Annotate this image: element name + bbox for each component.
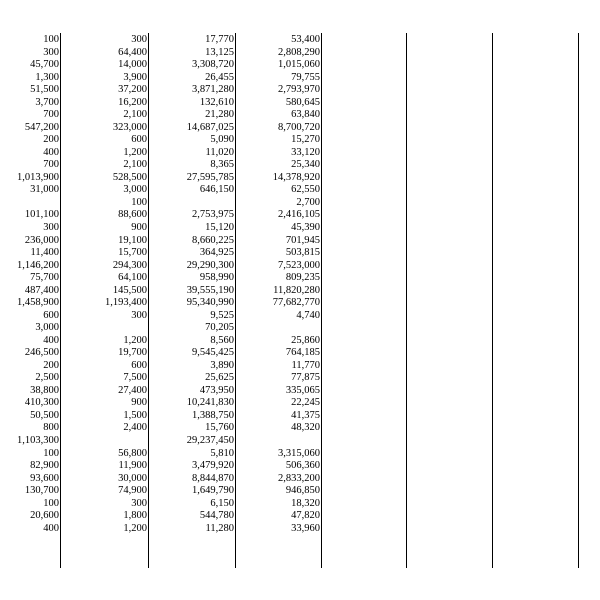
table-cell: 1,193,400 [105, 297, 147, 309]
table-cell: 11,820,280 [273, 284, 320, 296]
table-cell: 100 [131, 196, 147, 208]
table-cell: 487,400 [24, 284, 59, 296]
table-cell: 400 [43, 334, 59, 346]
table-row [0, 184, 320, 197]
table-cell: 20,600 [30, 510, 59, 522]
table-cell: 10,241,830 [186, 397, 234, 409]
table-cell: 33,120 [291, 146, 320, 158]
table-cell: 50,500 [30, 409, 59, 421]
table-cell: 2,400 [123, 422, 147, 434]
table-cell: 29,237,450 [186, 435, 234, 446]
table-cell: 26,455 [205, 71, 234, 83]
table-cell: 946,850 [285, 485, 320, 497]
table-cell: 5,090 [210, 134, 234, 146]
table-row [0, 347, 320, 360]
table-cell: 77,875 [291, 372, 320, 384]
table-cell: 64,100 [118, 272, 147, 284]
table-cell: 410,300 [24, 397, 59, 409]
table-cell: 39,555,190 [186, 284, 234, 296]
table-cell: 7,500 [123, 372, 147, 384]
table-cell: 1,146,200 [17, 259, 59, 271]
table-cell: 3,308,720 [192, 59, 234, 71]
table-cell: 8,560 [210, 334, 234, 346]
table-cell: 300 [131, 497, 147, 509]
table-row [0, 410, 320, 423]
table-cell [147, 197, 234, 210]
table-cell: 900 [131, 221, 147, 233]
table-cell: 600 [131, 134, 147, 146]
table-row [0, 397, 320, 410]
table-row [0, 310, 320, 323]
table-cell: 2,500 [35, 372, 59, 384]
table-row [0, 498, 320, 511]
table-cell: 1,015,060 [278, 59, 320, 71]
table-cell: 14,000 [118, 59, 147, 71]
table-cell: 528,500 [112, 171, 147, 183]
table-cell: 1,200 [123, 146, 147, 158]
table-cell: 200 [43, 359, 59, 371]
table-row [0, 34, 320, 47]
table-cell: 646,150 [199, 184, 234, 196]
table-cell: 21,280 [205, 109, 234, 121]
table-cell: 547,200 [24, 121, 59, 133]
table-cell: 19,700 [118, 347, 147, 359]
table-row [0, 297, 320, 310]
table-cell: 8,365 [210, 159, 234, 171]
table-cell: 15,760 [205, 422, 234, 434]
table-cell: 300 [131, 34, 147, 45]
table-row [0, 109, 320, 122]
table-cell: 11,900 [118, 460, 147, 472]
table-cell: 132,610 [199, 96, 234, 108]
table-cell: 31,000 [30, 184, 59, 196]
table-cell: 8,660,225 [192, 234, 234, 246]
table-cell: 3,315,060 [278, 447, 320, 459]
table-row [0, 448, 320, 461]
table-row [0, 209, 320, 222]
table-cell: 25,340 [291, 159, 320, 171]
table-row [0, 260, 320, 273]
table-row [0, 523, 320, 536]
table-cell [234, 322, 320, 335]
table-cell: 1,013,900 [17, 171, 59, 183]
column-rule [321, 33, 322, 568]
column-rule [60, 33, 61, 568]
table-row [0, 360, 320, 373]
table-cell: 29,290,300 [186, 259, 234, 271]
table-cell: 27,400 [118, 384, 147, 396]
table-cell: 22,245 [291, 397, 320, 409]
table-cell: 62,550 [291, 184, 320, 196]
table-cell: 1,500 [123, 409, 147, 421]
column-rule [235, 33, 236, 568]
table-cell: 79,755 [291, 71, 320, 83]
table-cell: 8,844,870 [192, 472, 234, 484]
table-cell: 1,200 [123, 522, 147, 534]
table-cell: 14,687,025 [186, 121, 234, 133]
table-row [0, 485, 320, 498]
table-cell: 13,125 [205, 46, 234, 58]
table-cell: 19,100 [118, 234, 147, 246]
table-cell: 1,300 [35, 71, 59, 83]
table-cell: 7,523,000 [278, 259, 320, 271]
table-row [0, 84, 320, 97]
table-cell [59, 322, 147, 335]
table-cell: 600 [43, 309, 59, 321]
data-table [0, 34, 320, 535]
table-cell: 100 [43, 497, 59, 509]
table-cell: 2,808,290 [278, 46, 320, 58]
table-cell: 27,595,785 [186, 171, 234, 183]
table-row [0, 222, 320, 235]
table-cell: 580,645 [285, 96, 320, 108]
table-cell: 51,500 [30, 84, 59, 96]
table-row [0, 435, 320, 448]
table-cell: 900 [131, 397, 147, 409]
table-cell: 700 [43, 109, 59, 121]
table-cell: 800 [43, 422, 59, 434]
table-cell: 809,235 [285, 272, 320, 284]
table-cell: 503,815 [285, 247, 320, 259]
table-cell: 15,700 [118, 247, 147, 259]
table-cell: 246,500 [24, 347, 59, 359]
table-cell: 2,753,975 [192, 209, 234, 221]
table-row [0, 47, 320, 60]
table-cell: 473,950 [199, 384, 234, 396]
table-cell: 82,900 [30, 460, 59, 472]
column-rule [148, 33, 149, 568]
table-row [0, 335, 320, 348]
table-cell: 6,150 [210, 497, 234, 509]
table-cell: 200 [43, 134, 59, 146]
table-cell: 9,525 [210, 309, 234, 321]
table-cell: 56,800 [118, 447, 147, 459]
table-cell: 45,390 [291, 221, 320, 233]
table-cell: 101,100 [24, 209, 59, 221]
table-cell: 364,925 [199, 247, 234, 259]
table-cell: 600 [131, 359, 147, 371]
table-cell: 17,770 [205, 34, 234, 45]
table-cell: 100 [43, 447, 59, 459]
table-cell: 335,065 [285, 384, 320, 396]
table-cell: 764,185 [285, 347, 320, 359]
table-row [0, 385, 320, 398]
table-row [0, 235, 320, 248]
table-cell: 294,300 [112, 259, 147, 271]
table-cell: 47,820 [291, 510, 320, 522]
table-cell: 300 [43, 46, 59, 58]
table-cell: 100 [43, 34, 59, 45]
table-cell: 37,200 [118, 84, 147, 96]
table-cell: 70,205 [205, 322, 234, 334]
table-row [0, 510, 320, 523]
table-cell: 3,890 [210, 359, 234, 371]
table-cell: 41,375 [291, 409, 320, 421]
table-row [0, 172, 320, 185]
table-cell: 8,700,720 [278, 121, 320, 133]
table-cell: 11,280 [205, 522, 234, 534]
table-cell: 4,740 [296, 309, 320, 321]
table-cell: 15,120 [205, 221, 234, 233]
table-cell: 130,700 [24, 485, 59, 497]
table-cell: 64,400 [118, 46, 147, 58]
table-cell [0, 197, 59, 210]
table-cell: 1,200 [123, 334, 147, 346]
table-cell: 400 [43, 146, 59, 158]
table-row [0, 134, 320, 147]
table-row [0, 122, 320, 135]
table-row [0, 97, 320, 110]
table-cell: 48,320 [291, 422, 320, 434]
table-row [0, 59, 320, 72]
table-cell: 3,871,280 [192, 84, 234, 96]
table-cell: 300 [131, 309, 147, 321]
table-cell: 2,100 [123, 159, 147, 171]
table-cell: 30,000 [118, 472, 147, 484]
table-row [0, 247, 320, 260]
table-row [0, 422, 320, 435]
table-cell: 2,100 [123, 109, 147, 121]
table-row [0, 460, 320, 473]
table-cell: 700 [43, 159, 59, 171]
table-cell: 11,770 [291, 359, 320, 371]
table-cell: 3,479,920 [192, 460, 234, 472]
table-cell: 38,800 [30, 384, 59, 396]
table-cell: 3,000 [123, 184, 147, 196]
table-cell: 75,700 [30, 272, 59, 284]
table-cell: 300 [43, 221, 59, 233]
table-row [0, 473, 320, 486]
column-rule [406, 33, 407, 568]
table-cell: 74,900 [118, 485, 147, 497]
table-cell: 506,360 [285, 460, 320, 472]
table-cell: 3,700 [35, 96, 59, 108]
table-cell: 2,700 [296, 196, 320, 208]
table-cell: 11,400 [30, 247, 59, 259]
table-cell [234, 435, 320, 448]
table-cell: 53,400 [291, 34, 320, 45]
table-cell: 14,378,920 [272, 171, 320, 183]
table-row [0, 272, 320, 285]
table-cell: 1,800 [123, 510, 147, 522]
table-cell: 9,545,425 [192, 347, 234, 359]
table-row [0, 159, 320, 172]
table-cell [59, 435, 147, 448]
table-cell: 93,600 [30, 472, 59, 484]
table-row [0, 197, 320, 210]
table-body [0, 34, 320, 535]
table-cell: 63,840 [291, 109, 320, 121]
table-cell: 958,990 [199, 272, 234, 284]
table-cell: 1,388,750 [192, 409, 234, 421]
table-row [0, 72, 320, 85]
table-row [0, 147, 320, 160]
table-cell: 236,000 [24, 234, 59, 246]
table-cell: 88,600 [118, 209, 147, 221]
table-cell: 45,700 [30, 59, 59, 71]
table-cell: 25,860 [291, 334, 320, 346]
table-row [0, 285, 320, 298]
table-row [0, 372, 320, 385]
table-cell: 11,020 [205, 146, 234, 158]
table-cell: 1,458,900 [17, 297, 59, 309]
table-cell: 25,625 [205, 372, 234, 384]
table-cell: 5,810 [210, 447, 234, 459]
table-cell: 1,649,790 [192, 485, 234, 497]
table-cell: 3,900 [123, 71, 147, 83]
table-cell: 400 [43, 522, 59, 534]
table-cell: 145,500 [112, 284, 147, 296]
table-cell: 1,103,300 [17, 435, 59, 446]
table-cell: 18,320 [291, 497, 320, 509]
table-cell: 33,960 [291, 522, 320, 534]
table-cell: 701,945 [285, 234, 320, 246]
table-cell: 16,200 [118, 96, 147, 108]
column-rule [492, 33, 493, 568]
table-cell: 323,000 [112, 121, 147, 133]
table-cell: 2,833,200 [278, 472, 320, 484]
table-cell: 2,416,105 [278, 209, 320, 221]
table-cell: 15,270 [291, 134, 320, 146]
column-rule [578, 33, 579, 568]
table-cell: 77,682,770 [272, 297, 320, 309]
table-cell: 2,793,970 [278, 84, 320, 96]
table-row [0, 322, 320, 335]
table-cell: 544,780 [199, 510, 234, 522]
table-cell: 95,340,990 [186, 297, 234, 309]
table-cell: 3,000 [35, 322, 59, 334]
